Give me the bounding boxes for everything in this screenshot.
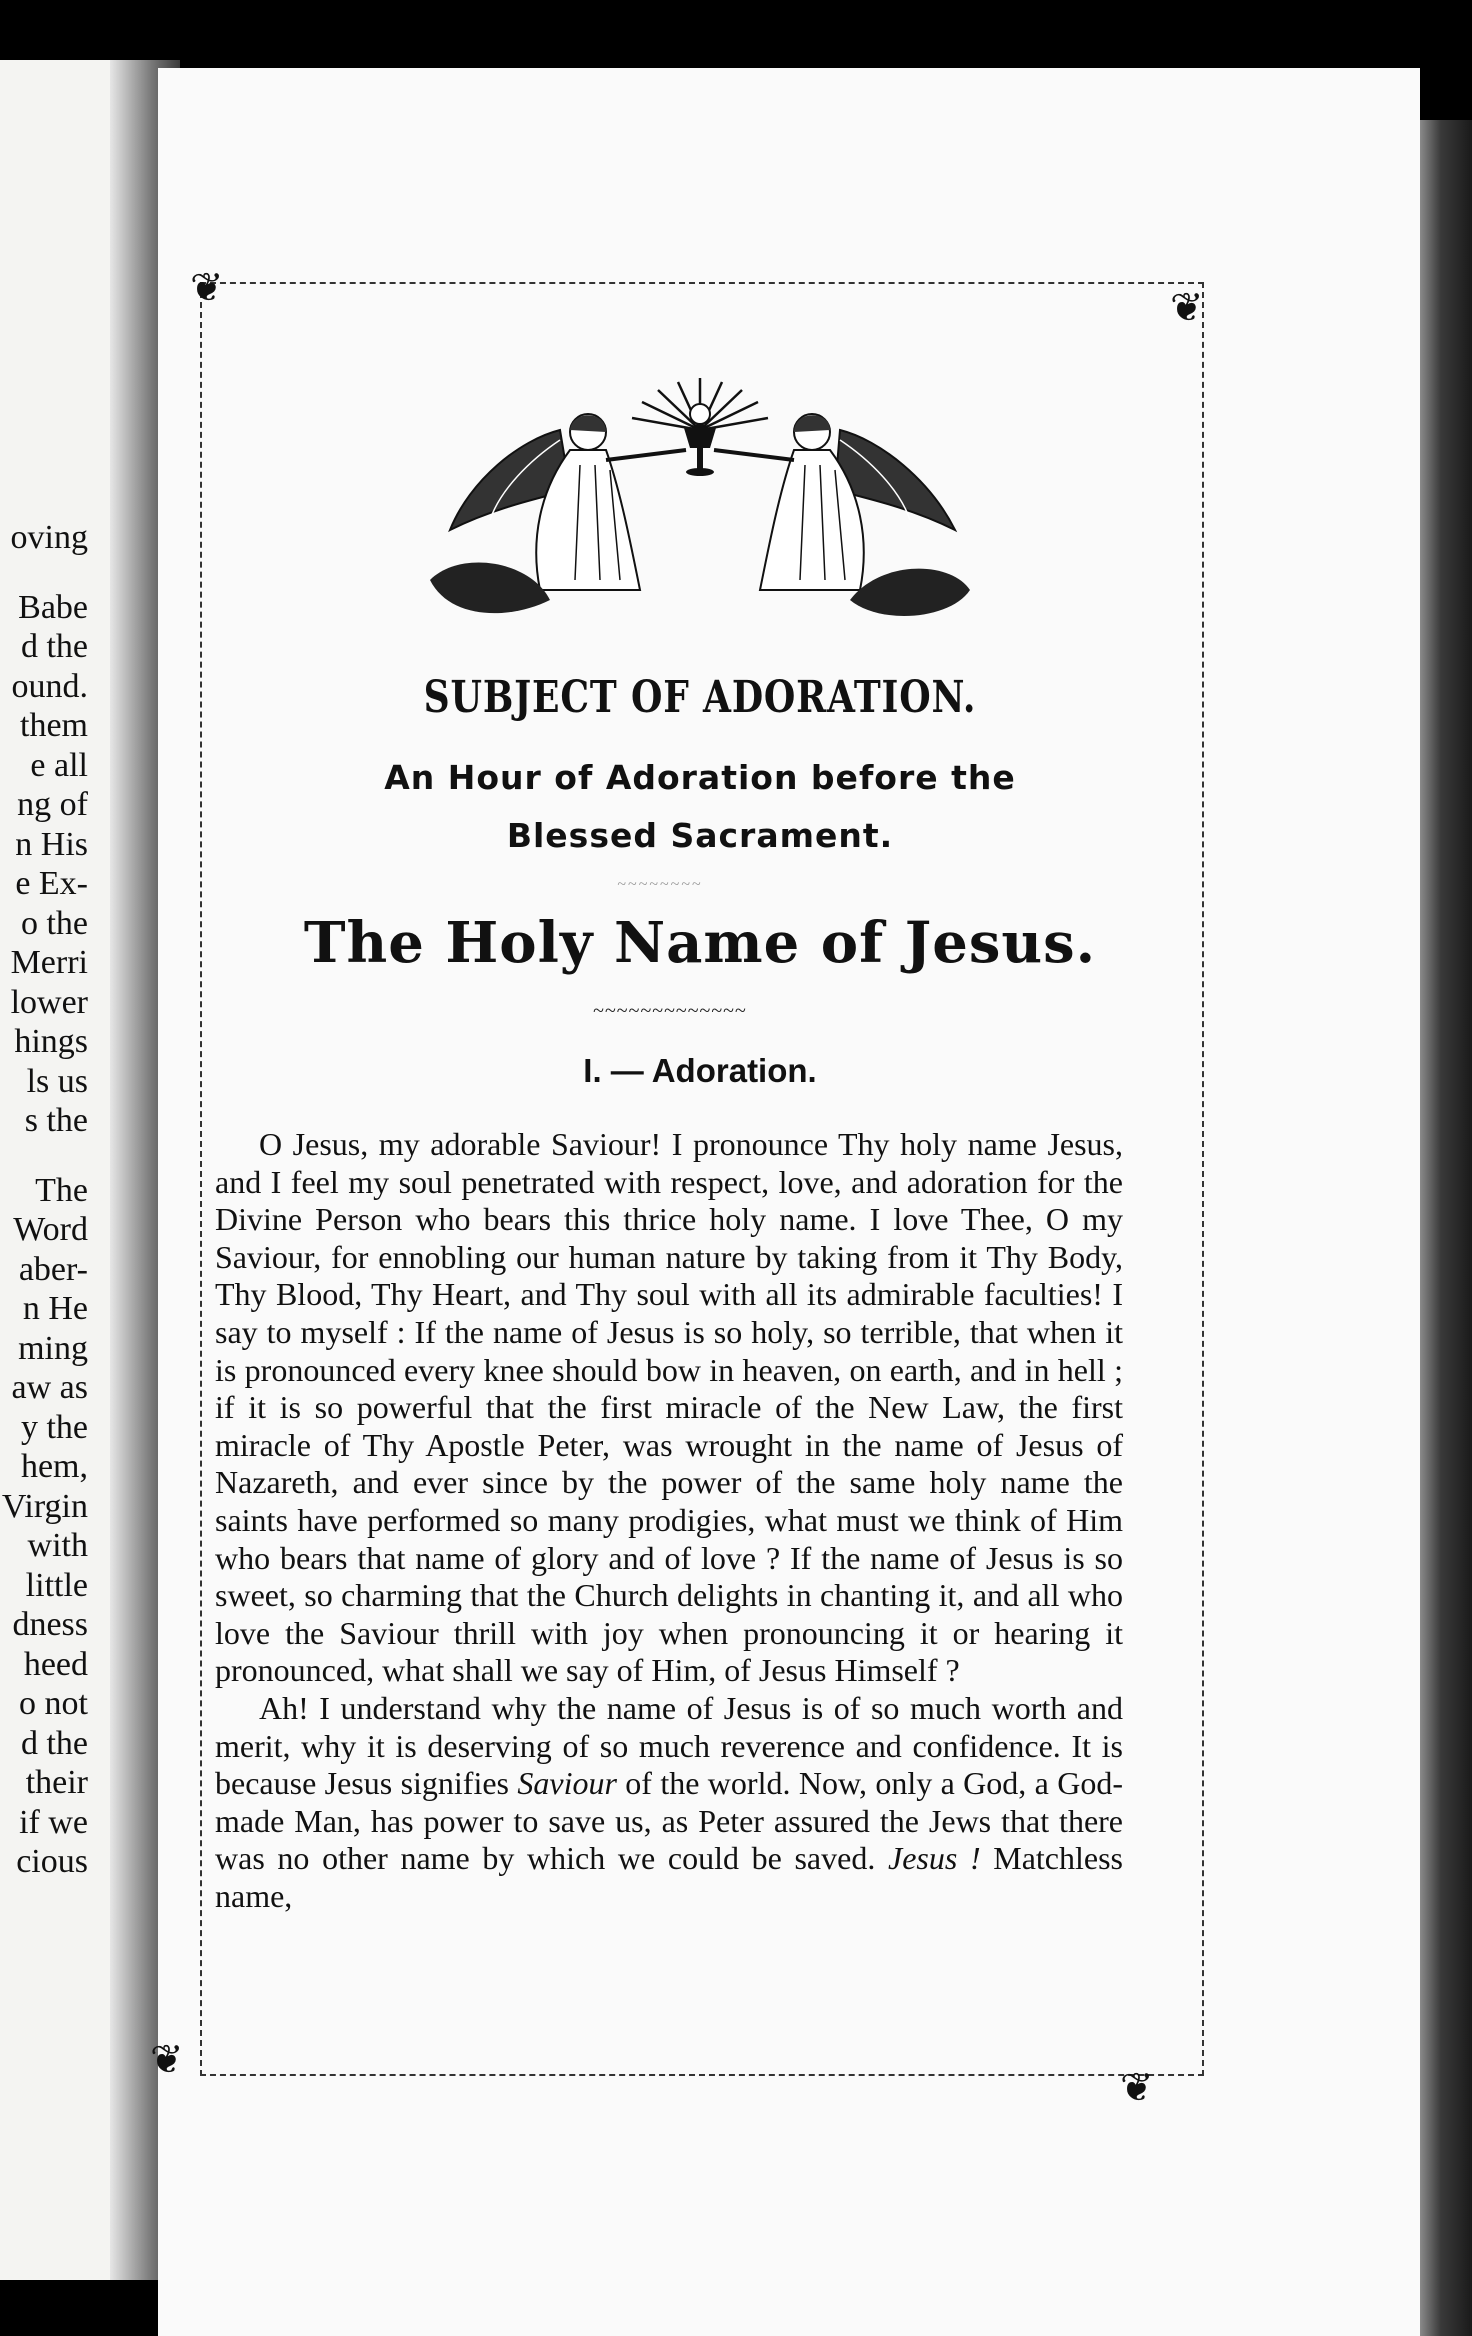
previous-page-line: hings <box>14 1023 88 1060</box>
emphasis-text: Saviour <box>517 1765 617 1802</box>
paragraph <box>215 1690 1123 1916</box>
previous-page-line: e Ex- <box>15 865 88 902</box>
previous-page-line: d the <box>20 628 88 665</box>
previous-page-line: oving <box>10 519 88 556</box>
subtitle: An Hour of Adoration before the <box>384 758 1016 797</box>
previous-page-line: The <box>35 1171 88 1209</box>
subtitle: Blessed Sacrament. <box>506 816 894 855</box>
previous-page-line: y the <box>20 1408 88 1446</box>
previous-page-text <box>0 518 88 1882</box>
previous-page-line: aw as <box>11 1369 88 1406</box>
previous-page-line: aber- <box>18 1250 88 1288</box>
previous-page-line: o not <box>19 1685 88 1722</box>
previous-page-line: heed <box>23 1645 88 1683</box>
previous-page-line: lower <box>10 983 88 1021</box>
previous-page-line: ming <box>18 1329 88 1367</box>
main-heading: The Holy Name of Jesus. <box>303 910 1097 976</box>
previous-page-line: with <box>27 1527 88 1564</box>
previous-page-line: them <box>20 707 88 744</box>
previous-page-line: Babe <box>18 588 88 626</box>
previous-page-line <box>0 558 88 588</box>
previous-page-line: e all <box>30 746 88 784</box>
divider-ornament: ~~~~~~~~ <box>617 876 703 893</box>
corner-ornament-icon: ❦ <box>1170 285 1204 331</box>
previous-page-line: s the <box>24 1102 88 1139</box>
corner-ornament-icon: ❦ <box>150 2037 184 2083</box>
previous-page-line: o the <box>20 904 88 942</box>
previous-page-line: d the <box>20 1724 88 1762</box>
previous-page-line: hem, <box>20 1448 88 1485</box>
body-text <box>215 1126 1123 1915</box>
paragraph-text: of the world. Now, only a God, a God-made Man, has power to save us, as Peter assured the Jews that there was no other name by which we could be saved. <box>215 1765 1124 1877</box>
previous-page-line: dness <box>12 1606 88 1643</box>
previous-page-line: ound. <box>11 667 88 705</box>
previous-page-line: Virgin <box>1 1487 88 1525</box>
previous-page-line: ls us <box>26 1062 88 1100</box>
previous-page-line: their <box>25 1764 88 1801</box>
previous-page-line: if we <box>19 1803 88 1841</box>
previous-page-line: Merri <box>10 944 88 981</box>
angels-chalice-illustration <box>410 370 990 640</box>
corner-ornament-icon: ❦ <box>1120 2065 1154 2111</box>
paragraph: O Jesus, my adorable Saviour! I pronounce Thy holy name Jesus, and I feel my soul penetrated with respect, love, and adoration for the Divine Person who bears this thrice holy name. I love Thee, O my Saviour, for ennobling our human nature by taking from it Thy Body, Thy Blood, Thy Heart, and Thy soul with all its admirable faculties! I say to myself : If the name of Jesus is so holy, so terrible, that when it is pronounced every knee should bow in heaven, on earth, and in hell ; if it is so powerful that the first miracle of the New Law, the first miracle of Thy Apostle Peter, was wrought in the name of Jesus of Nazareth, and ever since by the power of the same holy name the saints have performed so many prodigies, what must we think of Him who bears that name of glory and of love ? If the name of Jesus is so sweet, so charming that the Church delights in chanting it, and all who love the Saviour thrill with joy when pronouncing it or hearing it pronounced, what shall we say of Him, of Jesus Himself ? <box>215 1126 1123 1689</box>
section-heading: I. — Adoration. <box>583 1052 817 1089</box>
paragraph-text: Ah! I understand why the name of Jesus is of so much worth and merit, why it is deserving of so much reverence and confidence. It is because Jesus signifies <box>215 1689 1123 1802</box>
previous-page-line <box>0 1141 88 1171</box>
page-title: SUBJECT OF ADORATION. <box>423 672 977 723</box>
previous-page-line: Word <box>13 1211 88 1248</box>
previous-page-line: little <box>25 1566 88 1604</box>
emphasis-text: Jesus ! <box>887 1840 981 1877</box>
paragraph-text: Matchless name, <box>215 1840 1124 1914</box>
previous-page-line: n His <box>15 825 88 863</box>
previous-page <box>0 60 128 2280</box>
book-edge <box>1420 120 1472 2336</box>
corner-ornament-icon: ❦ <box>190 265 224 311</box>
previous-page-line: n He <box>22 1290 88 1327</box>
previous-page-line: ng of <box>17 786 88 823</box>
previous-page-line: cious <box>16 1843 88 1880</box>
divider-ornament: ~~~~~~~~~~~~~ <box>593 1000 747 1022</box>
